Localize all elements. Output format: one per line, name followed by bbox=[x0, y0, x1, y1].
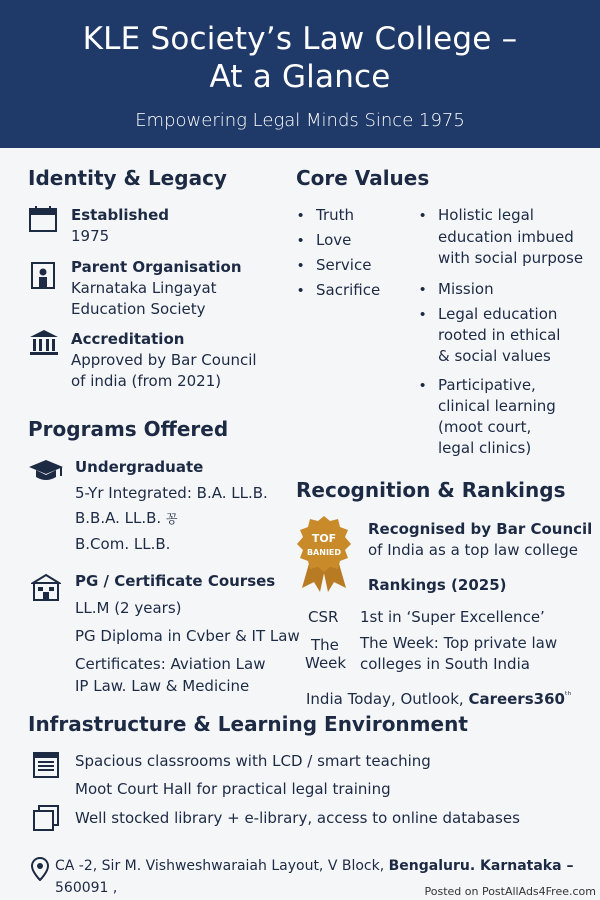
accreditation-line-2: of india (from 2021) bbox=[71, 372, 222, 390]
bullet-icon: • bbox=[298, 207, 304, 224]
ug-line-3: B.Com. LL.B. bbox=[75, 535, 171, 553]
method-line-4: legal clinics) bbox=[438, 439, 532, 457]
bullet-icon: • bbox=[298, 282, 304, 299]
week-line-2: colleges in South India bbox=[360, 655, 530, 673]
infra-line-1: Spacious classrooms with LCD / smart teaching bbox=[75, 752, 431, 770]
bullet-icon: • bbox=[420, 281, 426, 298]
calendar-icon bbox=[28, 205, 58, 233]
vision-line-1: Holistic legal bbox=[438, 206, 534, 224]
programs-section-title: Programs Offered bbox=[28, 417, 229, 441]
infra-line-3: Well stocked library + e-library, access to online databases bbox=[75, 809, 520, 827]
title-line-1: KLE Society’s Law College – bbox=[82, 21, 518, 57]
rankings-label: Rankings (2025) bbox=[368, 576, 507, 594]
badge-text-1: TOF bbox=[311, 532, 337, 545]
method-line-3: (moot court, bbox=[438, 418, 532, 436]
value-service: Service bbox=[316, 256, 372, 274]
bullet-icon: • bbox=[298, 257, 304, 274]
other-rankings: India Today, Outlook, $Careers360^{ᵗʰ}$ bbox=[306, 690, 572, 708]
page-title bbox=[0, 0, 600, 96]
infra-line-2: Moot Court Hall for practical legal training bbox=[75, 780, 391, 798]
accreditation-line-1: Approved by Bar Council bbox=[71, 351, 257, 369]
method-line-2: clinical learning bbox=[438, 397, 556, 415]
core-values-section-title: Core Values bbox=[296, 166, 430, 190]
location-pin-icon bbox=[31, 857, 49, 881]
pg-line-4: IP Law. Law & Medicine bbox=[75, 677, 250, 695]
parent-line-2: Education Society bbox=[71, 300, 206, 318]
pg-line-3: Certificates: Aviation Law bbox=[75, 655, 266, 673]
week-label-2: Week bbox=[305, 654, 347, 672]
ug-line-1: 5-Yr Integrated: B.A. LL.B. bbox=[75, 484, 268, 502]
pg-line-1: LL.M (2 years) bbox=[75, 599, 182, 617]
bullet-icon: • bbox=[298, 232, 304, 249]
library-icon bbox=[32, 804, 60, 832]
identity-section-title: Identity & Legacy bbox=[28, 166, 227, 190]
header-banner bbox=[0, 0, 600, 148]
csr-value: 1st in ‘Super Excellence’ bbox=[360, 608, 545, 626]
bullet-icon: • bbox=[420, 207, 426, 224]
top-ranked-badge bbox=[296, 516, 352, 592]
mission-line-1: Legal education bbox=[438, 305, 558, 323]
established-value: 1975 bbox=[71, 227, 110, 245]
established-label: Established bbox=[71, 206, 170, 224]
accreditation-label: Accreditation bbox=[71, 330, 185, 348]
mission-line-2: rooted in ethical bbox=[438, 326, 561, 344]
week-line-1: The Week: Top private law bbox=[360, 634, 558, 652]
infrastructure-section-title: Infrastructure & Learning Environment bbox=[28, 712, 468, 736]
building-icon bbox=[30, 260, 56, 290]
badge-text-2: BANIED bbox=[306, 548, 342, 557]
graduation-cap-icon bbox=[28, 458, 64, 484]
value-sacrifice: Sacrifice bbox=[316, 281, 381, 299]
pg-label: PG / Certificate Courses bbox=[75, 572, 276, 590]
bar-council-line-2: of India as a top law college bbox=[368, 541, 579, 559]
pg-line-2: PG Diploma in Cvber & IT Law bbox=[75, 627, 300, 645]
ug-line-2: B.B.A. LL.B. 꽁 bbox=[75, 509, 178, 527]
institution-icon bbox=[29, 329, 59, 357]
week-label-1: The bbox=[311, 636, 339, 654]
vision-line-3: with social purpose bbox=[438, 249, 584, 267]
school-icon bbox=[31, 573, 61, 603]
address-line-2: 560091 , bbox=[55, 880, 118, 896]
title-line-2: At a Glance bbox=[209, 59, 391, 95]
parent-line-1: Karnataka Lingayat bbox=[71, 279, 217, 297]
value-truth: Truth bbox=[316, 206, 355, 224]
csr-label: CSR bbox=[308, 608, 339, 626]
vision-line-2: education imbued bbox=[438, 228, 574, 246]
mission-line-3: & social values bbox=[438, 347, 551, 365]
value-love: Love bbox=[316, 231, 352, 249]
bar-council-line-1: Recognised by Bar Council bbox=[368, 520, 593, 538]
parent-label: Parent Organisation bbox=[71, 258, 242, 276]
address-line-1: CA -2, Sir M. Vishweshwaraiah Layout, V Block, Bengaluru. Karnataka – bbox=[55, 858, 574, 874]
watermark-credit: Posted on PostAllAds4Free.com bbox=[424, 885, 596, 898]
bullet-icon: • bbox=[420, 377, 426, 394]
ug-label: Undergraduate bbox=[75, 458, 204, 476]
bullet-icon: • bbox=[420, 306, 426, 323]
award-ribbon-icon bbox=[296, 516, 352, 592]
mission-label: Mission bbox=[438, 280, 494, 298]
method-line-1: Participative, bbox=[438, 376, 536, 394]
recognition-section-title: Recognition & Rankings bbox=[296, 478, 566, 502]
classroom-icon bbox=[32, 751, 60, 779]
page-subtitle: Empowering Legal Minds Since 1975 bbox=[135, 110, 465, 131]
